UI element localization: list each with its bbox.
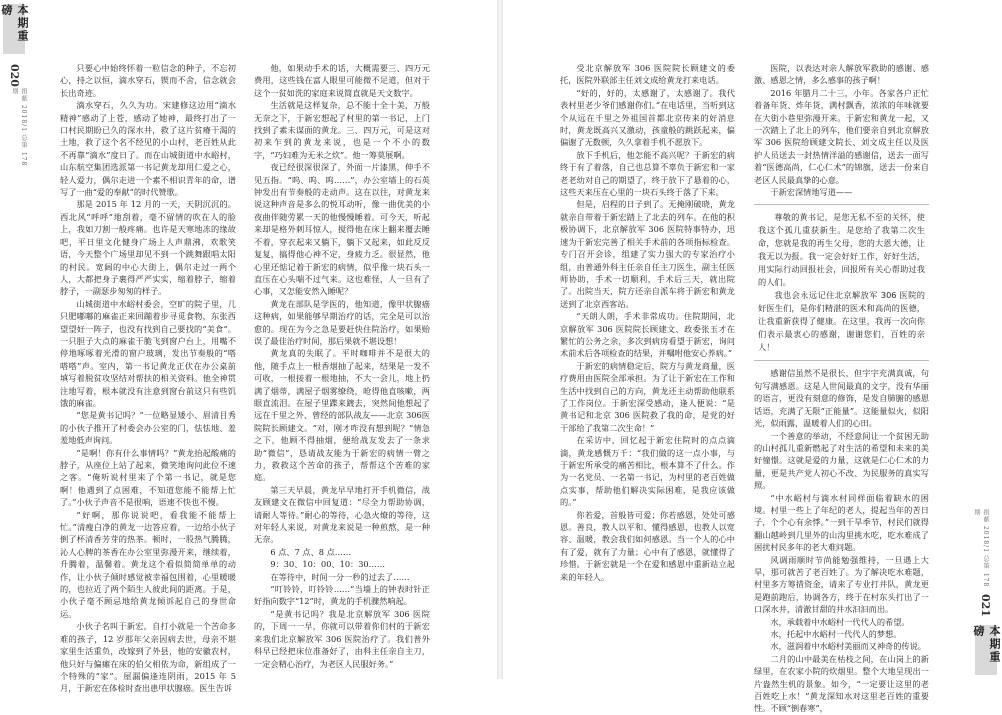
paragraph: “叮铃铃，叮铃铃……”当墙上的钟表时针正好指向数字“12”时，黄龙的手机骤然响起。 <box>254 584 430 607</box>
paragraph: 6 点、7 点、8 点…… <box>270 546 352 557</box>
page-gutter <box>497 0 503 679</box>
paragraph: 第三天早晨，黄龙早早地打开手机微信，战友顾建文在微信中回复道：“尽全力帮助协调，请耐人等待。”耐心的等待，心急火燎的等待，这对年轻人来说，对黄龙来说是一种煎熬，是一种无奈。 <box>254 484 430 545</box>
paragraph: 风调雨顺时节尚能勉强维持，一旦遇上大旱，那可就苦了老百姓了。为了解决吃水难题，村里多方筹措资金，请来了专业打井队，黄龙更是跑前跑后，协调各方，终于在村东头打出了一口深水井，清澈甘甜的井水汩汩而出。 <box>754 554 929 615</box>
letter-paragraph: 我也会永远记住北京解放军 306 医院的好医生们，是你们精湛的医术和高尚的医德，让我重新获得了健康。在这里，我再一次向你们表示最衷心的感谢，谢谢您们，百姓的亲人！ <box>758 290 925 353</box>
paragraph: 他，如果动手术的话，大概需要三、四万元费用，这些钱在富人眼里可能微不足道，但对于这个一贫如洗的家庭来说简直就是天文数字。 <box>254 63 430 98</box>
paragraph: 夜已经很深很深了，外面一片漆黑，伸手不见五指。“呜、呜、呜……”，办公室墙上的石英钟发出有节奏般的走动声。这在以往，对黄龙来说这种声音是多么的悦耳动听，像一曲优美的小夜曲伴随劳累一天的他慢慢睡着。可今天，听起来却是格外刺耳惊人，搅得他在床上翻来覆去睡不着，穿衣起来又躺下，躺下又起来，如此反反复复，搞得他心神不定，身疲力乏。很显然，他心里还惦记着于新宏的病情，似乎像一块石头一直压在心头喘不过气来。这也难怪，人一旦有了心事，又怎能安然入睡呢？ <box>254 162 430 297</box>
right-issue-info: 捐献 2018/1 总第 178 期 <box>973 509 989 588</box>
left-section-tab: 本期重磅 <box>3 4 25 54</box>
paragraph: 山城街道中水峪村委会，空旷的院子里，几只肥嘟嘟的麻雀正来回蹦着步寻觅食物，东张西望望好一阵子，也没有找到自己要找的“美食”。一只胆子大点的麻雀干脆飞到窗户台上，用嘴不停地啄啄着光滑的窗户玻璃，发出节奏般的“嗒嗒嗒”声。室内，第一书记黄龙正伏在办公桌前填写着脱贫攻坚结对帮扶的相关资料。他全神贯注地写着，根本就没有注意到窗台前这只有些饥饿的麻雀。 <box>60 298 236 408</box>
left-page-column-1 <box>60 62 236 694</box>
right-section-tab: 本期重磅 <box>975 625 997 675</box>
paragraph: 黄龙真的失眠了。平时咖啡并不是很大的他，随手点上一根香烟抽了起来，结果是一发不可收，一根接着一根地抽，不大一会儿，地上扔满了烟蒂，满屋子烟雾缭绕，呛得他直咳嗽，两眼直流泪。在屋子里蹀来踱去，突然间他想起了远在千里之外、曾经的部队战友——北京 306医院院长顾建文。“对，刚才咋没有想到呢？”情急之下，他顾不得抽烟，便给战友发去了一条求助“微信”，恳请战友能为于新宏的病情一臂之力，救救这个苦命的孩子，帮帮这个苦难的家庭。 <box>254 348 430 483</box>
left-page-column-2 <box>254 62 430 676</box>
paragraph: 医院，以表达对亲人解放军救助的感谢、感激、感恩之情，多么感事的孩子啊！ <box>754 63 929 86</box>
paragraph: “中水峪村与滴水村同样面临着缺水的困境。村里一些上了年纪的老人，提起当年的苦日子，个个心有余悸。”一到干旱季节，村民们就得翻山越岭到几里外的山沟里挑水吃，吃水难成了困扰村民多年的老大难问题。 <box>754 492 929 553</box>
right-page-number: 021 <box>979 594 992 617</box>
left-page-number: 020 <box>8 64 21 87</box>
thank-you-letter <box>754 204 929 361</box>
paragraph: 生活就是这样复杂，总不能十全十美，万般无奈之下，于新宏想起了村里的第一书记，上门找到了素未谋面的黄龙。三、四万元，可是这对初来乍到的黄龙来说，也是一个不小的数字，“巧妇难为无米之炊”。他一筹莫展啊。 <box>254 100 430 160</box>
paragraph: 小伙子名叫于新宏，自打小就是一个苦命多难的孩子，12 岁那年父亲因病去世，母亲不堪家里生活重负，改嫁到了外县，他的安徽农村，他只好与偏瘫在床的伯父相依为命，新组成了一个特殊的“家”。屋漏偏逢连阴雨，2015 年 5 月，于新宏在体检时查出患甲状腺癌。医生告诉 <box>60 621 236 694</box>
letter-paragraph: 尊敬的黄书记，是您无私不至的关怀，使我这个孤儿重获新生。是您给了我第二次生命，您就是我的再生父母，您的大恩大德，让我无以为报。我一定会好好工作，好好生活，用实际行动回报社会，回报所有关心帮助过我的人们。 <box>758 212 925 288</box>
left-page-edge <box>0 0 28 679</box>
paragraph: 在等待中，时间一分一秒的过去了…… <box>270 571 410 582</box>
paragraph: “是啊！你有什么事情吗？”黄龙抬起酸痛的脖子，从座位上站了起来，微笑地询问此位不速之客。“俺听说村里来了个第一书记，就是您啊！他遇到了点困难，不知道您能不能帮上忙了。”小伙子声音不是很响，语速不快也不慢。 <box>60 447 236 508</box>
paragraph: “好的，好的，太感谢了，太感谢了。我代表村里老少爷们感谢你们。”在电话里，当听到这个从远在千里之外祖国首都北京传来的好消息时，黄龙既高兴又激动，孩童般的跳跃起来，偏偏谢了无数顿，久久拿着手机不愿放下。 <box>560 87 735 148</box>
paragraph: 9：30、10：00、10：30…… <box>270 559 386 570</box>
paragraph: 二月的山中最美在枯枝之间，在山岗上的新绿里，在农家小院的炊烟里。整个大地呈现出一片盎然生机的景象。如今，“一定要让这里的老百姓吃上水！”黄龙深知水对这里老百姓的重要性。不顾“倒春寒”， <box>754 653 929 714</box>
paragraph: 水，托起中水峪村一代代人的梦想。 <box>770 629 902 639</box>
paragraph: 2016 年腊月二十三，小年。各家各户正忙着备年货、炸年货，满村飘香，浓浓的年味就要在大街小巷里弥漫开来。于新宏和黄龙一起，又一次踏上了北上的列车，他们要亲自到北京解放军 306 医院给顾建文院长、刘文成主任以及医护人员送去一封热情洋溢的感谢信，送去一面写着“医德高尚，仁心仁术”的锦旗，送去一份来自老区人民最真挚的心意。 <box>754 87 929 185</box>
paragraph: 受北京解放军 306 医院院长顾建文的委托，医院外联部主任刘文成给黄龙打来电话。 <box>560 63 735 86</box>
paragraph: “您是黄书记吗？”一位略显矮小、眉清目秀的小伙子推开了村委会办公室的门，怯怯地、羞羞地低声询问。 <box>60 410 236 446</box>
paragraph: 只要心中始终怀着一粒信念的种子，不忘初心，持之以恒，滴水穿石，锲而不舍，信念就会长出奇迹。 <box>60 63 236 98</box>
paragraph: 水，滋润着中水峪村美丽而又神奇的传说。 <box>770 641 926 652</box>
paragraph: 但是，启程的日子到了。无掩刚破晓，黄龙就亲自带着于新宏踏上了北去的列车。在他的积极协调下，北京解放军 306 医院特事特办，迅速为于新宏完善了相关手术前的各项指标检查。专门召开会诊，组建了实力强大的专家治疗小组，由普通外科主任亲自任主刀医生，副主任医师协助，手术一切顺利，手术后三天，就出院了。出院当天，院方还亲自派车将于新宏和黄龙送到了北京西客站。 <box>560 199 735 309</box>
paragraph: “好啊，那你说说吧，看我能不能帮上忙。”清瘦白净的黄龙一边答应着，一边给小伙子倒了杯清香芳芽的热茶。顿时，一股热气腾腾，沁人心脾的茶香在办公室里弥漫开来，继续着，升腾着，温馨着。黄龙这个看似简简单单的动作，让小伙子倾时感觉被幸福包围着，心里暖暖的，也拉近了两个陌生人彼此间的距离。于是，小伙子毫不顾忌地给黄龙倾诉起自己的身世命运。 <box>60 509 236 619</box>
paragraph: 在采访中，回忆起于新宏住院时的点点滴滴，黄龙感慨万千：“我们做的这一点小事，与于新宏所承受的痛苦相比，根本算不了什么。作为一名党员、一名第一书记，为村里的老百姓做点实事，帮助他们解决实际困难，是我应该做的。” <box>560 435 735 508</box>
paragraph: 于新宏的病情稳定后，院方与黄龙商量，医疗费用由医院全部承担。为了让于新宏在工作和生活中找到自己的方向，黄龙还主动帮助他联系了工作岗位。于新宏深受感动，逢人便说：“是黄书记和北京 306 医院救了我的命，是党的好干部给了我第二次生命！” <box>560 360 735 433</box>
right-page-column-1 <box>560 62 735 676</box>
right-page-column-2 <box>754 62 929 714</box>
paragraph: 感谢信虽然不是很长，但字字充满真诚，句句写满感恩。这是人世间最真的文字，没有华丽的语言，更没有刻意的修饰，是发自肺腑的感恩话语，充满了无限“正能量”。这能量似火，似阳光，似雨露，温暖着人们的心田。 <box>754 368 929 429</box>
paragraph: 你若爱，首般皆可爱；你若感恩，处处可感恩。善良，教人以平和、懂得感恩，也教人以宽容、温暖，教会我们如何感恩。当一个人的心中有了爱，就有了力量；心中有了感恩，就懂得了珍惜。于新宏就是一个在爱和感恩中重新站立起来的年轻人。 <box>560 509 735 582</box>
paragraph: “天朗人朗，手术非常成功。住院期间，北京解放军 306 医院院长顾建文、政委张玉才在繁忙的公务之余，多次到病房看望于新宏，询问术前术后各项检查的结果，并嘱咐他安心养病。” <box>560 311 735 359</box>
paragraph: “是黄书记吗？我是北京解放军 306 医院的，下周一一早，你就可以带着你们村的于新宏来我们北京解放军 306 医院治疗了。我们普外科早已经把床位准备好了，由科主任亲自主刀，一定会精心治疗，为老区人民服好务。” <box>254 608 430 669</box>
paragraph: 于新宏深情地写道—— <box>770 187 853 198</box>
paragraph: 滴水穿石，久久为功。宋建修这边用“滴水精神”感动了上苍，感动了她神，最终打出了一口村民期盼已久的深水井，救了这片贫瘠干渴的土地，救了这个名不经见的小山村，老百姓从此不再靠“滴水”度日了。而在山城街道中水峪村，山东航空集团选派第一书记黄龙却用仁爱之心，轻人爱力，偶尔走进一个素不相识青年的命，谱写了一曲“爱的奉献”的时代赞歌。 <box>60 100 236 198</box>
left-issue-info: 捐献 2018/1 总第 178 期 <box>11 88 27 167</box>
paragraph: 一个善意的举动，不经意间让一个贫困无助的山村孤儿重新燃起了对生活的希望和未来的美好憧憬。这就是爱的力量，这就是仁心仁术的力量，更是共产党人初心不改、为民服务的真实写照。 <box>754 430 929 491</box>
paragraph: 水，承载着中水峪村一代代人的希望。 <box>770 616 910 627</box>
paragraph: 那是 2015 年 12 月的一天，天阴沉沉的。西北风“呼呼”地刮着，毫不留情的吹在人的脸上，我如刀割一般疼痛。也许是天寒地冻的缘故吧，平日里文化健身广场上人声鼎沸，欢歌笑语，今天整个广场里却见不到一个跳舞跟唱太阳的村民。宽阔的中心大街上，偶尔走过一两个人，大都把身子裹得严严实实，缩着脖子，缩着脖子，一副瑟步匆匆的样子。 <box>60 199 236 297</box>
paragraph: 黄龙在部队是学医的，他知道，像甲状腺癌这种病，如果能够早期治疗的话，完全是可以治愈的。现在为今之急是要赶快住院治疗，如果贻误了最佳治疗时间，那后果就不堪设想！ <box>254 298 430 346</box>
paragraph: 放下手机后，他怎能不高兴呢？于新宏的病终于有了着落，自己也总算不辜负于新宏和一家老老幼对自己的期望了，终于放下了悬着的心，这些天来压在心里的一块石头终于落了下来。 <box>560 149 735 198</box>
right-page-edge <box>972 0 1000 679</box>
